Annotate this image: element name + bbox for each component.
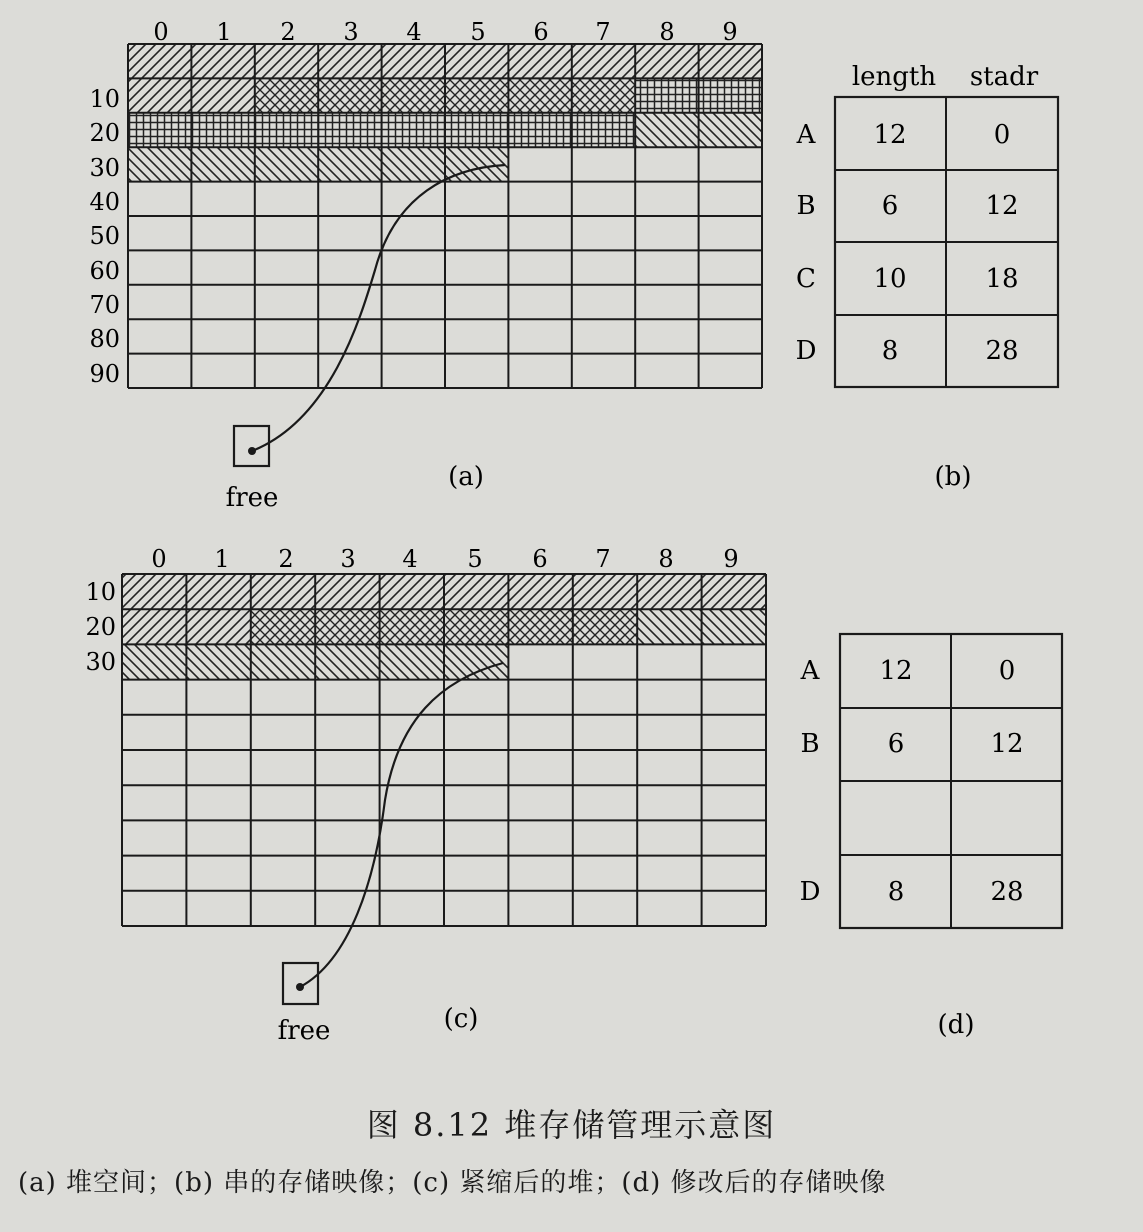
col-label: 3 [343,18,359,46]
heap-cell-string-a [186,609,250,644]
heap-cell-string-b [445,78,508,112]
row-label: 90 [89,360,120,388]
col-label: 8 [658,545,674,573]
heap-cell-string-d [186,644,250,679]
heap-cell-string-d [382,147,445,181]
free-label: free [277,1016,331,1046]
row-label: 40 [89,188,120,216]
panel-c-label: (c) [443,1004,479,1034]
free-pointer-arrow [252,165,505,451]
heap-cell-string-a [122,609,186,644]
heap-cell-string-d [251,644,315,679]
row-length: 8 [887,877,905,907]
row-label: 60 [89,257,120,285]
row-name: D [799,877,821,907]
row-stadr: 0 [993,120,1011,150]
heap-cell-string-b [380,609,444,644]
heap-cell-string-c [699,78,762,112]
row-label: 30 [85,648,116,676]
row-stadr: 28 [990,877,1024,907]
heap-cell-string-c [635,78,698,112]
col-label: 2 [280,18,296,46]
panel-d-label: (d) [937,1010,975,1040]
panel-c-compacted-heap [85,545,766,1046]
heap-cell-string-a [191,78,254,112]
col-label: 6 [533,18,549,46]
heap-cell-string-a [251,574,315,609]
heap-cell-string-a [128,78,191,112]
heap-cell-string-d [380,644,444,679]
figure-caption-subtitle: (a) 堆空间；(b) 串的存储映像；(c) 紧缩后的堆；(d) 修改后的存储映像 [18,1168,887,1198]
row-length: 12 [873,120,907,150]
row-length: 6 [881,191,899,221]
col-label: 4 [402,545,418,573]
row-label: 80 [89,325,120,353]
heap-cell-string-a [572,44,635,78]
row-length: 12 [879,656,913,686]
heap-cell-string-c [382,113,445,147]
heap-cell-string-c [255,113,318,147]
col-label: 9 [722,18,738,46]
panel-a-column-labels [153,18,737,46]
heap-cell-string-b [315,609,379,644]
heap-cell-string-a [382,44,445,78]
row-name: D [795,336,817,366]
col-label: 2 [278,545,294,573]
heap-cell-string-a [445,44,508,78]
heap-cell-string-a [444,574,508,609]
row-label: 20 [89,119,120,147]
col-label: 5 [470,18,486,46]
heap-cell-string-b [382,78,445,112]
row-name: B [796,191,816,221]
heap-cell-string-a [128,44,191,78]
col-label: 7 [595,545,611,573]
heap-cell-string-c [128,113,191,147]
row-label: 50 [89,222,120,250]
heap-cell-string-a [186,574,250,609]
heap-cell-string-a [702,574,766,609]
col-label: 6 [532,545,548,573]
heap-cell-string-a [191,44,254,78]
row-stadr: 0 [998,656,1016,686]
row-name: C [796,264,816,294]
heap-cell-string-a [508,574,572,609]
heap-cell-string-b [444,609,508,644]
panel-d-modified-storage-map [800,634,1062,1040]
row-length: 10 [873,264,907,294]
free-pointer-dot [296,983,304,991]
col-label: 4 [406,18,422,46]
heap-cell-string-a [380,574,444,609]
row-stadr: 12 [985,191,1019,221]
col-label: 9 [723,545,739,573]
heap-cell-string-c [445,113,508,147]
col-label: 7 [595,18,611,46]
heap-cell-string-d [315,644,379,679]
heap-cell-string-d [318,147,381,181]
heap-cell-string-a [315,574,379,609]
heap-cell-string-d [122,644,186,679]
heap-cell-string-a [635,44,698,78]
heap-cell-string-b [508,78,571,112]
row-label: 30 [89,154,120,182]
row-name: A [796,120,816,150]
col-label: 1 [216,18,232,46]
heap-cell-string-a [255,44,318,78]
col-label: 8 [659,18,675,46]
row-label: 70 [89,291,120,319]
row-name: B [800,729,820,759]
heap-cell-string-c [572,113,635,147]
heap-cell-string-a [122,574,186,609]
row-stadr: 12 [990,729,1024,759]
row-length: 8 [881,336,899,366]
panel-a-heap-space [89,18,762,513]
heap-cell-string-b [573,609,637,644]
heap-cell-string-d [191,147,254,181]
row-label: 20 [85,613,116,641]
heap-cell-string-b [572,78,635,112]
panel-c-row-labels [85,578,116,676]
col-label: 0 [153,18,169,46]
row-length: 6 [887,729,905,759]
panel-b-label: (b) [934,462,972,492]
row-label: 10 [89,85,120,113]
heap-cell-string-c [318,113,381,147]
heap-cell-string-d [637,609,701,644]
figure-caption-title: 图 8.12 堆存储管理示意图 [366,1106,777,1144]
heap-cell-string-a [699,44,762,78]
col-label: 1 [214,545,230,573]
heap-cell-string-b [508,609,572,644]
panel-b-storage-map [796,62,1058,492]
row-stadr: 28 [985,336,1019,366]
free-label: free [225,483,279,513]
panel-a-row-labels [89,85,120,388]
free-pointer-arrow [300,663,503,987]
row-label: 10 [85,578,116,606]
row-stadr: 18 [985,264,1019,294]
header-length: length [851,62,937,92]
heap-cell-string-a [637,574,701,609]
row-name: A [800,656,820,686]
heap-cell-string-a [573,574,637,609]
heap-cell-string-d [128,147,191,181]
free-pointer-dot [248,447,256,455]
panel-c-column-labels [151,545,738,573]
heap-cell-string-d [444,644,508,679]
heap-cell-string-d [635,113,698,147]
heap-cell-string-b [251,609,315,644]
heap-cell-string-a [318,44,381,78]
heap-cell-string-d [699,113,762,147]
panel-a-label: (a) [448,462,484,492]
col-label: 3 [340,545,356,573]
col-label: 0 [151,545,167,573]
heap-cell-string-b [318,78,381,112]
col-label: 5 [467,545,483,573]
heap-cell-string-d [702,609,766,644]
heap-cell-string-c [508,113,571,147]
header-stadr: stadr [969,62,1039,92]
heap-cell-string-a [508,44,571,78]
heap-cell-string-b [255,78,318,112]
heap-cell-string-d [255,147,318,181]
heap-cell-string-c [191,113,254,147]
